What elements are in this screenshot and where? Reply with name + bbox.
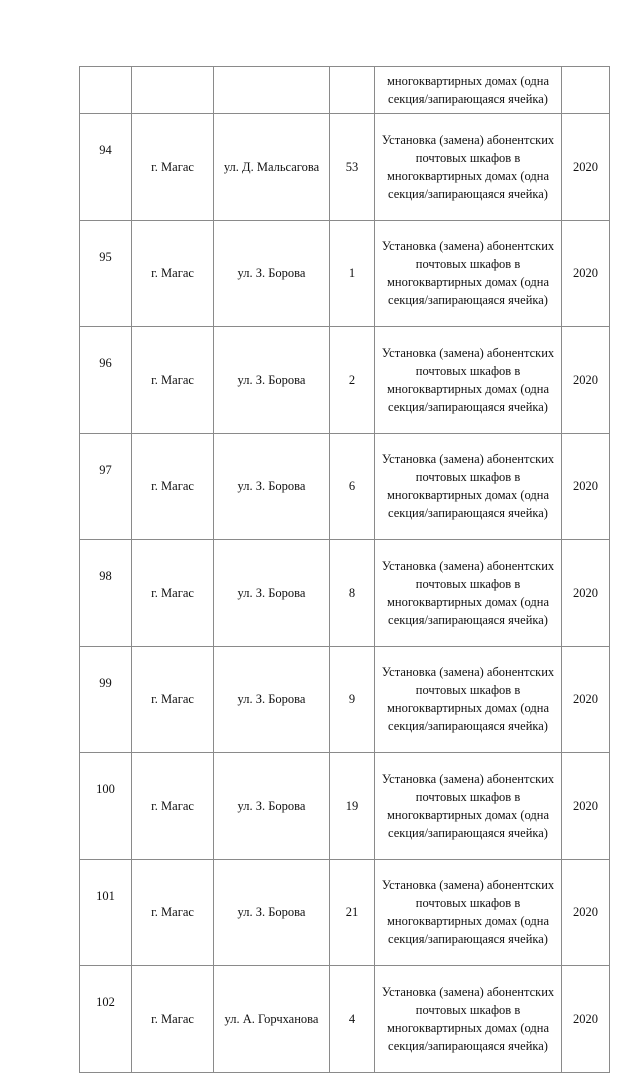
cell-city: г. Магас (132, 966, 214, 1073)
cell-num: 98 (80, 540, 132, 647)
table-row (80, 540, 610, 647)
cell-house: 8 (330, 540, 375, 647)
cell-description: Установка (замена) абонентских почтовых шкафов в многоквартирных домах (одна секция/запирающаяся ячейка) (375, 966, 562, 1073)
table-row (80, 327, 610, 434)
cell-city: г. Магас (132, 114, 214, 221)
cell-year: 2020 (562, 433, 610, 540)
cell-year (562, 67, 610, 114)
cell-num: 99 (80, 646, 132, 753)
cell-city (132, 67, 214, 114)
cell-street: ул. З. Борова (214, 220, 330, 327)
cell-year: 2020 (562, 114, 610, 221)
table-row (80, 220, 610, 327)
cell-house: 53 (330, 114, 375, 221)
cell-description: Установка (замена) абонентских почтовых шкафов в многоквартирных домах (одна секция/запирающаяся ячейка) (375, 327, 562, 434)
cell-num (80, 67, 132, 114)
cell-street: ул. З. Борова (214, 753, 330, 860)
cell-year: 2020 (562, 220, 610, 327)
cell-num: 95 (80, 220, 132, 327)
cell-house (330, 67, 375, 114)
cell-city: г. Магас (132, 433, 214, 540)
cell-city: г. Магас (132, 327, 214, 434)
cell-year: 2020 (562, 540, 610, 647)
cell-house: 1 (330, 220, 375, 327)
cell-num: 101 (80, 859, 132, 966)
cell-num: 94 (80, 114, 132, 221)
cell-description: Установка (замена) абонентских почтовых шкафов в многоквартирных домах (одна секция/запирающаяся ячейка) (375, 646, 562, 753)
cell-num: 100 (80, 753, 132, 860)
cell-street: ул. Д. Мальсагова (214, 114, 330, 221)
cell-city: г. Магас (132, 859, 214, 966)
table-row (80, 859, 610, 966)
cell-description: Установка (замена) абонентских почтовых шкафов в многоквартирных домах (одна секция/запирающаяся ячейка) (375, 859, 562, 966)
cell-year: 2020 (562, 327, 610, 434)
cell-description: многоквартирных домах (одна секция/запирающаяся ячейка) (375, 67, 562, 114)
cell-year: 2020 (562, 646, 610, 753)
cell-year: 2020 (562, 753, 610, 860)
table-row (80, 433, 610, 540)
cell-street: ул. З. Борова (214, 327, 330, 434)
cell-num: 96 (80, 327, 132, 434)
cell-city: г. Магас (132, 753, 214, 860)
cell-house: 19 (330, 753, 375, 860)
cell-year: 2020 (562, 966, 610, 1073)
cell-year: 2020 (562, 859, 610, 966)
cell-description: Установка (замена) абонентских почтовых шкафов в многоквартирных домах (одна секция/запирающаяся ячейка) (375, 433, 562, 540)
cell-street (214, 67, 330, 114)
works-table (79, 66, 610, 1073)
cell-house: 6 (330, 433, 375, 540)
cell-street: ул. З. Борова (214, 859, 330, 966)
cell-house: 21 (330, 859, 375, 966)
table-row (80, 753, 610, 860)
cell-house: 9 (330, 646, 375, 753)
cell-description: Установка (замена) абонентских почтовых шкафов в многоквартирных домах (одна секция/запирающаяся ячейка) (375, 220, 562, 327)
cell-description: Установка (замена) абонентских почтовых шкафов в многоквартирных домах (одна секция/запирающаяся ячейка) (375, 540, 562, 647)
works-table-body (80, 67, 610, 1073)
table-row (80, 114, 610, 221)
cell-city: г. Магас (132, 220, 214, 327)
cell-house: 2 (330, 327, 375, 434)
table-row-continuation (80, 67, 610, 114)
cell-street: ул. З. Борова (214, 433, 330, 540)
cell-street: ул. З. Борова (214, 646, 330, 753)
cell-description: Установка (замена) абонентских почтовых шкафов в многоквартирных домах (одна секция/запирающаяся ячейка) (375, 753, 562, 860)
table-row (80, 966, 610, 1073)
cell-city: г. Магас (132, 646, 214, 753)
cell-street: ул. З. Борова (214, 540, 330, 647)
cell-house: 4 (330, 966, 375, 1073)
cell-street: ул. А. Горчханова (214, 966, 330, 1073)
cell-city: г. Магас (132, 540, 214, 647)
table-row (80, 646, 610, 753)
cell-num: 97 (80, 433, 132, 540)
cell-description: Установка (замена) абонентских почтовых шкафов в многоквартирных домах (одна секция/запирающаяся ячейка) (375, 114, 562, 221)
cell-num: 102 (80, 966, 132, 1073)
